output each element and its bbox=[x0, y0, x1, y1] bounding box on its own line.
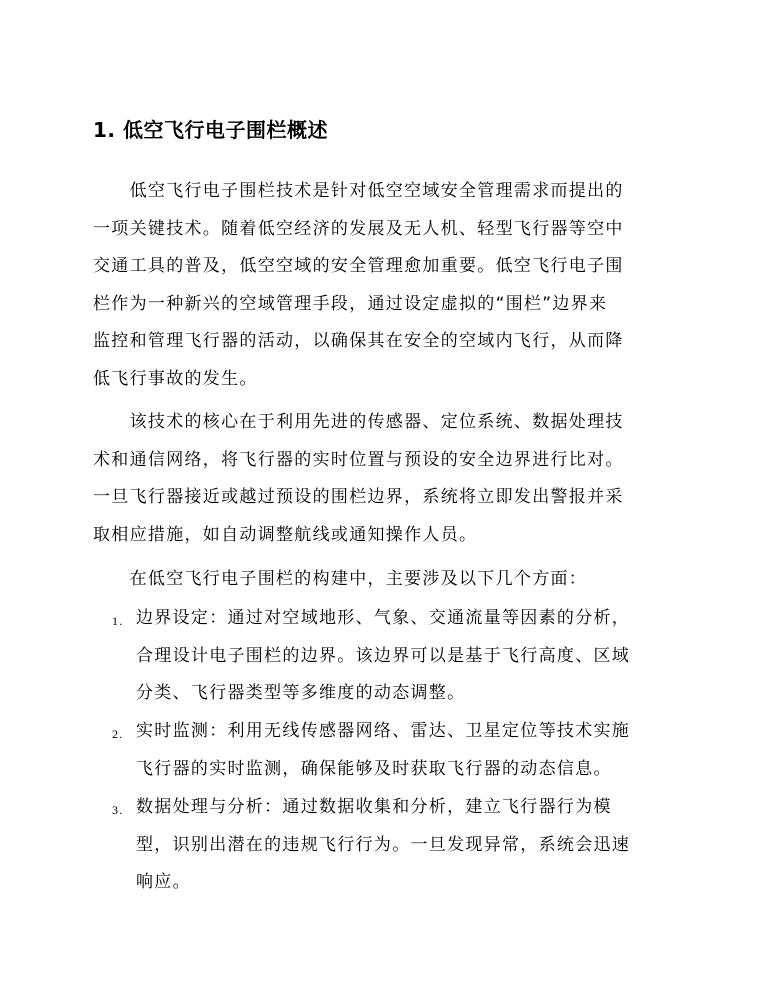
paragraph-line: 交通工具的普及，低空空域的安全管理愈加重要。低空飞行电子围 bbox=[93, 256, 624, 276]
list-item-line: 分类、飞行器类型等多维度的动态调整。 bbox=[136, 683, 466, 703]
list-item-text bbox=[136, 789, 681, 902]
list-item-text bbox=[136, 713, 681, 788]
paragraph-line: 监控和管理飞行器的活动，以确保其在安全的空域内飞行，从而降 bbox=[93, 331, 624, 351]
list-item-line: 数据处理与分析：通过数据收集和分析，建立飞行器行为模 bbox=[136, 797, 612, 817]
paragraph-line: 一旦飞行器接近或越过预设的围栏边界，系统将立即发出警报并采 bbox=[93, 487, 624, 507]
paragraph-line: 低飞行事故的发生。 bbox=[93, 368, 258, 389]
paragraph-core-technology bbox=[93, 404, 673, 554]
list-item-line: 响应。 bbox=[136, 872, 191, 892]
list-item-line: 合理设计电子围栏的边界。该边界可以是基于飞行高度、区域 bbox=[136, 645, 631, 666]
list-marker: 2. bbox=[112, 727, 124, 741]
list-item-text bbox=[136, 600, 681, 713]
paragraph-line: 低空飞行电子围栏技术是针对低空空域安全管理需求而提出的 bbox=[93, 181, 624, 201]
paragraph-overview bbox=[93, 173, 673, 398]
paragraph-line: 栏作为一种新兴的空域管理手段，通过设定虚拟的“围栏”边界来 bbox=[93, 293, 608, 314]
list-marker: 3. bbox=[112, 803, 124, 817]
section-heading bbox=[93, 114, 328, 143]
list-item-line: 实时监测：利用无线传感器网络、雷达、卫星定位等技术实施 bbox=[136, 721, 631, 741]
section-title: 低空飞行电子围栏概述 bbox=[123, 118, 328, 142]
paragraph-line: 术和通信网络，将飞行器的实时位置与预设的安全边界进行比对。 bbox=[93, 449, 624, 470]
list-item-line: 型，识别出潜在的违规飞行行为。一旦发现异常，系统会迅速 bbox=[136, 834, 631, 855]
section-number: 1. bbox=[93, 118, 116, 142]
list-item-line: 飞行器的实时监测，确保能够及时获取飞行器的动态信息。 bbox=[136, 758, 612, 779]
paragraph-line: 取相应措施，如自动调整航线或通知操作人员。 bbox=[93, 524, 478, 545]
list-marker: 1. bbox=[112, 614, 124, 628]
paragraph-line: 一项关键技术。随着低空经济的发展及无人机、轻型飞行器等空中 bbox=[93, 218, 624, 239]
paragraph-line: 该技术的核心在于利用先进的传感器、定位系统、数据处理技 bbox=[93, 412, 624, 432]
list-item-line: 边界设定：通过对空域地形、气象、交通流量等因素的分析， bbox=[136, 608, 631, 628]
paragraph-construction-intro bbox=[93, 561, 673, 599]
paragraph-line: 在低空飞行电子围栏的构建中，主要涉及以下几个方面： bbox=[93, 569, 588, 589]
